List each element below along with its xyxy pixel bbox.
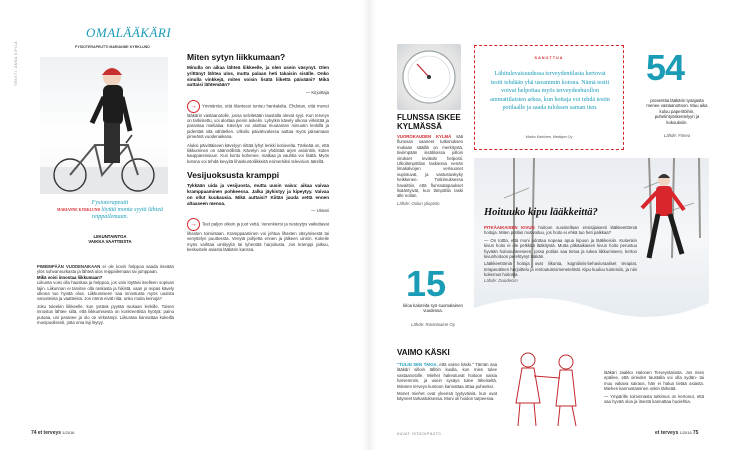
photo-credit: KUVAT: ISTOCKPHOTO bbox=[397, 432, 442, 436]
quote-source: Marko Karkinen, Mediqon Oy bbox=[525, 135, 573, 139]
answer-1 bbox=[187, 100, 329, 140]
column-title: OMALÄÄKÄRI bbox=[86, 25, 172, 40]
flunssa-source: Lähde: Oulun yliopisto bbox=[397, 200, 440, 206]
article-headline: Hoituuko kipu lääkkeittä? bbox=[484, 207, 598, 218]
vertical-credit: TEKSTI: ANNA SIPILÄ bbox=[14, 41, 18, 86]
qa-column bbox=[187, 52, 329, 252]
quote-label: SANOTTUA bbox=[534, 56, 564, 60]
question-2-signature: — Uimari bbox=[311, 208, 329, 214]
caption-role: MARIANNE KYRKLUND bbox=[56, 208, 101, 212]
vaimo-right-text: lääkäri Jaakko Halonen Terveystalosta. Jos mies epäilee, että oireiden taustalla voi olla sydän- tai muu vakava sairaus, hän ei halua tietää asiasta. Miehen kannustaminen onkin tärkeää. bbox=[604, 370, 704, 392]
article-text-3: Lääkkeettömiä hoitoja ovat liikunta, kognitiivis-behavioraaliset terapiat, terapeuttinen harjoittelu ja rentoutumismenetelmät. Kipu kuuluu tunteisiin, ja niin kokemus hoitosta. bbox=[484, 261, 637, 278]
main-headline bbox=[48, 234, 172, 245]
magazine-name-left: et terveys bbox=[37, 430, 62, 436]
page-number-right: 75 bbox=[692, 430, 699, 436]
article-body bbox=[484, 225, 637, 283]
caption-quote: löytää monta syytä lähteä reippailemaan. bbox=[91, 207, 164, 220]
answer-2-text: Teet paljon oikein ja juot vettä. Verenkierto ja nesteytys vaikuttavat lihasten toimintaan. Kramppaaminen voi johtua lihasten väsymisestä tai venyttelyn puutteesta. Venytä pohjetta ennen ja jälkeen uinnin. Kokeile myös vaihtaa uintityyliä tai lyhentää harjoitusta. Jos kramppi jatkuu, keskustele asiasta lääkärin kanssa. bbox=[187, 221, 329, 253]
section-head-2: Vesijuoksusta kramppi bbox=[187, 170, 280, 181]
stat-15-source: Lähde: Ravintoaine Oy bbox=[411, 322, 455, 327]
stat-54-number: 54 bbox=[646, 47, 685, 88]
vaimo-text-2: Monet miehet ovat yleensä tyytyväisiä, kun ovat käyneet tarkastuksessa. Moni oli hoidon tarpeessa. bbox=[397, 391, 497, 402]
answer-arrow-icon bbox=[187, 218, 200, 231]
magazine-name-right: et terveys bbox=[655, 430, 679, 436]
vaimo-right-column bbox=[604, 370, 704, 404]
page-spine bbox=[362, 0, 376, 450]
answer-2 bbox=[187, 218, 329, 253]
couple-illustration bbox=[500, 348, 600, 430]
vaimo-headline: VAIMO KÄSKI bbox=[397, 348, 450, 357]
cyclist-photo bbox=[40, 57, 168, 194]
vaimo-body bbox=[397, 362, 497, 402]
vaimo-lead: "TULIN SEN TAKIA, bbox=[397, 362, 438, 367]
intro-body-2: Joku tuleekin liikkeelle, kun ystävä pyytää mukaan lenkille. Toisen innostus lähtee siitä, että liikkumisesta on konkreettista hyötyä: paino putoaa, uni paranee ja olo on virkeämpi. Liikuntaa kannattaa kokeilla monipuolisesti, jotta oma laji löytyy. bbox=[37, 303, 174, 326]
couple-drawing bbox=[500, 348, 600, 430]
intro-body: Liikunta voisi olla hauskaa ja helppoa, jos vain löytäisi itselleen sopivan lajin. Liikunnan ei tarvitse olla raskasta ja hikistä, vaan jo reipas kävely ulkona tuo hyvää oloa. Liikkumiseen saa innostusta myös uusista varusteista ja vaatteista. Jos nämä eivät riitä, onko muita keinoja? bbox=[37, 280, 174, 302]
stat-15-number: 15 bbox=[406, 263, 447, 304]
question-1: Minulla on aikaa lähteä liikkeelle, ja olen usein väsynyt. Olen yrittänyt lähtea ulos, mutta palaan heti takaisin sisälle. Onko sinulla vinkkejä, miten voisin lisätä liikettä päivääni? Mikä auttaisi lähtemään? bbox=[187, 65, 329, 88]
intro-lead: PIMEIMPÄÄN VUODENAIKAAN bbox=[37, 264, 101, 269]
stat-54-text: prosenttia lääkärin työajasta menee vastaanottoon. Muu aika kuluu paperitöihin, puhelintyöskentelyyn ja kokouksiin. bbox=[646, 98, 708, 125]
cyclist-illustration bbox=[40, 57, 168, 194]
article-lead: PITKÄAIKAISEN KIVUN bbox=[484, 225, 535, 230]
vaimo-text: että vaimo käski." Tämän saa lääkäri silloin tällöin kuulla, kun mies tulee vastaanotolle. Miehet hakeutuvat hoitoon naisia harvemmin, ja usein sysäys tulee läheiseltä. Miesten terveys kuntoon kannattaa ottaa puheeksi. bbox=[397, 362, 497, 389]
quote-text: Lähitulevaisuudessa terveydentilasta kertovat testit tehdään yhä useammin kotona. Nämä testit voivat helpottaa myös terveydenhuollon ammattilaisten arkea, kun hoitaja voi tehdä testin potilaalle ja saada tuloksen saman tien. bbox=[490, 71, 610, 111]
answer-1b: Aluksi päivittäiseen kävelyyn riittää lyhyt lenkki kotiovelta. Tärkeää on, että liikkuminen on säännöllistä. Kävelyn voi yhdistää arjen asiointiin, kuten kauppareissuun. Kun kunto kohenee, matkaa ja vauhtia voi lisätä. Myös kotona voi tehdä kevyitä lihaskuntoliikkeitä esimerkiksi television äärellä. bbox=[187, 142, 329, 164]
flunssa-headline: FLUNSSA ISKEE KYLMÄSSÄ bbox=[397, 113, 461, 131]
thermometer-photo bbox=[397, 44, 461, 110]
footer-right bbox=[655, 430, 698, 436]
photo-caption bbox=[56, 200, 164, 221]
flunssa-lead: VUOROKAUDEN KYLMÄ bbox=[397, 134, 452, 139]
issue-left: 1/2016 bbox=[62, 430, 75, 435]
article-text-2: — On tottta, että moni odottaa nopeaa apua kipuun ja lääkkeisiin. Kuitenkin kivun hoito ei ole pelkkää lääkitystä. Mutta pitkäaikaisen kivun hoito perustuu hyvään hoitosuhteeseen, jossa potilas saa tietoa ja tukea liikkumiseen, kertoo kivunhoitoon perehtynyt lääkäri. bbox=[484, 237, 637, 260]
flunssa-body bbox=[397, 134, 463, 206]
section-head-1: Miten sytyn liikkumaan? bbox=[187, 52, 286, 62]
page-number-left: 74 bbox=[31, 430, 37, 436]
flunssa-text: sää flunssan saaneet tutkimuksen mukaan sääillä on merkitystä, tiiviimpään sisätiloissa jolloin virukset leviävät helposti. Ulkolämpötilan laskiessa nenän limakalvojen verisuonet supistuvat, ja vastustuskyky heikkenee. Tutkimuksessa havaittiin, että flunssatapaukset lisääntyivät, kun lämpötila laski alle nollan. bbox=[397, 134, 463, 199]
vaimo-right-text-2: — Ympärille toiminnasta tutkimus on kertonut, että saa hyvää oloa ja itsestä kannattaa huolehtia. bbox=[604, 393, 704, 405]
column-author: FYSIOTERAPEUTTI MARIANNE KYRKLUND bbox=[75, 45, 150, 49]
article-source: Lähde: Duodecim bbox=[484, 277, 518, 283]
stat-54-source: Lähde: Fimea bbox=[663, 133, 691, 138]
answer-1-text: Ymmärrän, että tilanteesi tuntuu hankalalta. Ehdotan, että menet lääkärin vastaanotolle, jossa selvitetään taustalla olevat syyt. Kun terveys on tarkistettu, voi aloittaa pienin askelin. Lyhytkin kävely ulkona virkistää ja parantaa mielialaa. Kävelyn voi aloittaa muutaman minuutin lenkillä ja pidentää sitä vähitellen. Ulkoilu päivänvalossa auttaa myös jaksamaan pimeänä vuodenaikana. bbox=[187, 103, 329, 140]
stat-15-text: kiloa kaloreita syö suomalainen vuodessa. bbox=[403, 303, 463, 314]
intro-question: Mikä voisi innostaa liikkumaan? bbox=[37, 274, 103, 280]
issue-right: 1/2016 bbox=[679, 430, 692, 435]
footer-left bbox=[31, 430, 74, 436]
headline-line-2: VAIKKA VAATTEISTA bbox=[88, 239, 132, 245]
intro-lead-rest: ei ole kovin helppoa saada itseään ylös sohvannurkasta ja lähteä ulos reippailemaan tai jumppaan. bbox=[37, 264, 175, 275]
answer-arrow-icon bbox=[187, 100, 200, 113]
question-2: Tykkään uida ja vesijuosta, mutta uusin vaiva: aikaa vaivaa kramppaaminen pohkeessa. Jalka jäykistyy ja kipeytyy. Vaivaa on ollut kuukausia. Mikä auttaisi? Kiitän juuda vettä ennen altaaseen menoa. bbox=[187, 183, 329, 206]
article-text: hoitoon suositellaan ensisijaisesti lääkkeettömiä hoitoja. Miten potilas motivoituu, jos hoito ei ehkä tuo heti palkkaa? bbox=[484, 225, 637, 236]
question-1-signature: — Kirjoittaja bbox=[305, 90, 329, 96]
thermometer-icon bbox=[397, 44, 461, 110]
intro-column bbox=[37, 264, 174, 325]
caption-name: Fysioterapeutti bbox=[91, 200, 129, 206]
headline-line-1: LIIKUNTAINTOA bbox=[93, 234, 127, 239]
